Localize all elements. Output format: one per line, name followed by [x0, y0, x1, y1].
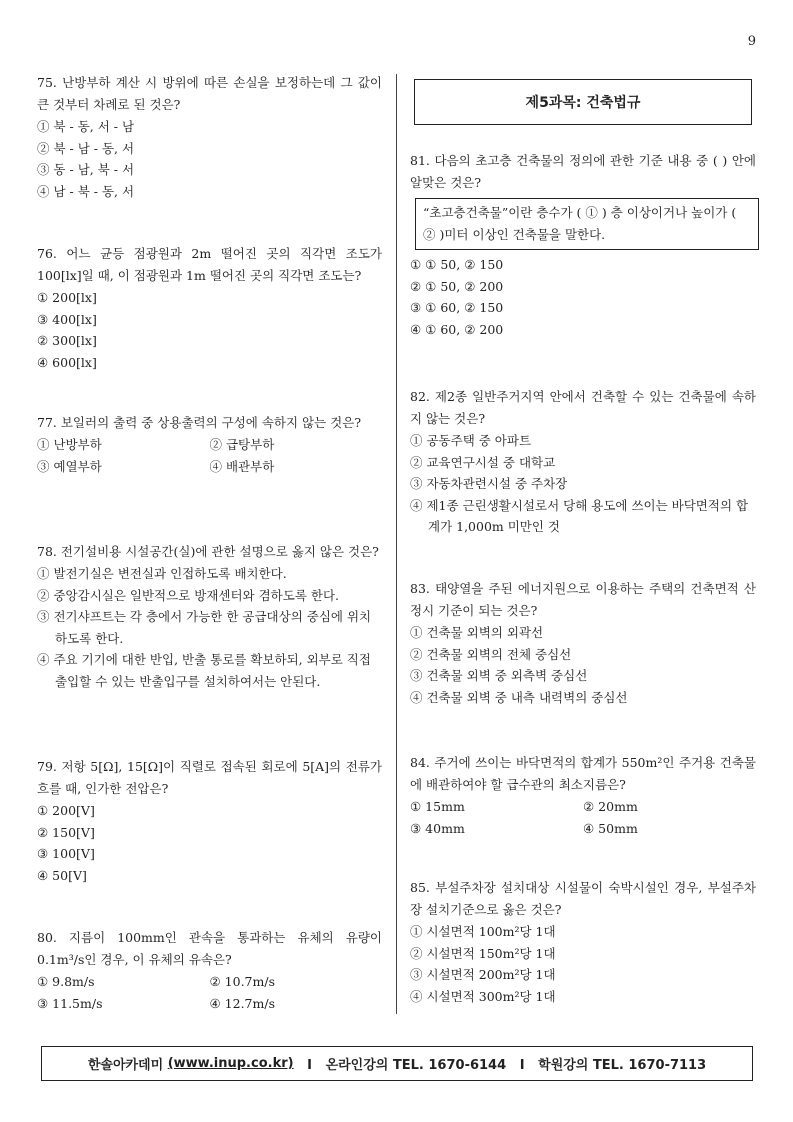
option-row [410, 796, 756, 818]
question-stem: 82. 제2종 일반주거지역 안에서 건축할 수 있는 건축물에 속하지 않는 것은? [410, 389, 756, 426]
option[interactable]: ③ 40mm [410, 820, 465, 836]
contact-info: I 온라인강의 TEL. 1670-6144 I 학원강의 TEL. 1670-7113 [293, 1058, 707, 1073]
question-80 [37, 927, 382, 1014]
question-81 [410, 150, 756, 340]
option[interactable]: ② 150[V] [37, 824, 95, 840]
option[interactable]: ④ 남 - 북 - 동, 서 [37, 183, 135, 199]
academy-name: 한솔아카데미 [87, 1058, 168, 1073]
question-stem: 75. 난방부하 계산 시 방위에 따른 손실을 보정하는데 그 값이 큰 것부터 차례로 된 것은? [37, 75, 382, 112]
option[interactable]: ③ 전기샤프트는 각 층에서 가능한 한 공급대상의 중심에 위치하도록 한다. [37, 609, 372, 646]
option[interactable]: ① 발전기실은 변전실과 인접하도록 배치한다. [37, 566, 287, 581]
question-82 [410, 386, 756, 538]
option[interactable]: ④ 50mm [583, 820, 638, 836]
option[interactable]: ④ 건축물 외벽 중 내측 내력벽의 중심선 [410, 689, 628, 705]
option[interactable]: ④ 주요 기기에 대한 반입, 반출 통로를 확보하되, 외부로 직접 출입할 수 있는 반출입구를 설치하여서는 안된다. [37, 652, 371, 689]
option[interactable]: ④ 제1종 근린생활시설로서 당해 용도에 쓰이는 바닥면적의 합계가 1,000m 미만인 것 [410, 497, 749, 534]
option[interactable]: ① 시설면적 100m²당 1대 [410, 924, 556, 939]
option[interactable]: ③ 예열부하 [37, 458, 102, 474]
question-79 [37, 756, 382, 886]
option-row [37, 456, 382, 478]
footer-banner [41, 1046, 753, 1081]
question-stem: 79. 저항 5[Ω], 15[Ω]이 직렬로 접속된 회로에 5[A]의 전류가 흐를 때, 인가한 전압은? [37, 759, 382, 796]
question-83 [410, 578, 756, 708]
option[interactable]: ④ 12.7m/s [209, 995, 275, 1011]
question-stem: 78. 전기설비용 시설공간(실)에 관한 설명으로 옳지 않은 것은? [37, 544, 379, 559]
page-number: 9 [747, 34, 756, 49]
question-stem: 76. 어느 균등 점광원과 2m 떨어진 곳의 직각면 조도가 100[lx]일 때, 이 점광원과 1m 떨어진 곳의 직각면 조도는? [37, 246, 382, 283]
option[interactable]: ① 난방부하 [37, 437, 102, 452]
option[interactable]: ② 300[lx] [37, 333, 97, 348]
option[interactable]: ① 건축물 외벽의 외곽선 [410, 625, 544, 640]
option[interactable]: ② 시설면적 150m²당 1대 [410, 945, 556, 961]
option[interactable]: ③ 400[lx] [37, 311, 97, 327]
question-stem: 83. 태양열을 주된 에너지원으로 이용하는 주택의 건축면적 산정시 기준이 되는 것은? [410, 581, 756, 618]
option[interactable]: ② 교육연구시설 중 대학교 [410, 454, 556, 470]
option[interactable]: ④ ① 60, ② 200 [410, 321, 504, 337]
option[interactable]: ② 건축물 외벽의 전체 중심선 [410, 646, 572, 662]
question-75 [37, 72, 382, 202]
option[interactable]: ① 200[V] [37, 803, 95, 818]
option[interactable]: ④ 시설면적 300m²당 1대 [410, 988, 556, 1004]
option-row [37, 971, 382, 993]
subject-title: 제5과목: 건축법규 [414, 79, 752, 125]
question-85 [410, 877, 756, 1007]
option-row [37, 434, 382, 456]
definition-box: “초고층건축물”이란 층수가 ( ① ) 층 이상이거나 높이가 ( ② )미터 이상인 건축물을 말한다. [415, 198, 759, 250]
option[interactable]: ② 20mm [583, 799, 638, 814]
option-row [37, 993, 382, 1015]
question-77 [37, 412, 382, 477]
option[interactable]: ④ 배관부하 [209, 458, 275, 474]
academy-url-link[interactable]: (www.inup.co.kr) [167, 1056, 294, 1071]
question-84 [410, 752, 756, 839]
option[interactable]: ① 9.8m/s [37, 974, 95, 989]
option[interactable]: ③ 자동차관련시설 중 주차장 [410, 476, 568, 491]
option[interactable]: ④ 600[lx] [37, 354, 97, 370]
option[interactable]: ③ 건축물 외벽 중 외측벽 중심선 [410, 668, 588, 683]
option[interactable]: ② 10.7m/s [209, 974, 275, 989]
option[interactable]: ② ① 50, ② 200 [410, 278, 504, 294]
option[interactable]: ③ 시설면적 200m²당 1대 [410, 967, 556, 982]
option[interactable]: ③ ① 60, ② 150 [410, 300, 504, 315]
option[interactable]: ② 북 - 남 - 동, 서 [37, 140, 135, 156]
option[interactable]: ③ 11.5m/s [37, 995, 103, 1011]
option[interactable]: ① ① 50, ② 150 [410, 257, 504, 272]
option[interactable]: ④ 50[V] [37, 867, 87, 883]
question-78 [37, 541, 382, 692]
option[interactable]: ② 중앙감시실은 일반적으로 방재센터와 겸하도록 한다. [37, 587, 339, 603]
question-stem: 84. 주거에 쓰이는 바닥면적의 합계가 550m²인 주거용 건축물에 배관하여야 할 급수관의 최소지름은? [410, 755, 756, 792]
question-stem: 85. 부설주차장 설치대상 시설물이 숙박시설인 경우, 부설주차장 설치기준으로 옳은 것은? [410, 880, 756, 917]
option[interactable]: ③ 100[V] [37, 846, 95, 861]
option-row [410, 818, 756, 840]
option[interactable]: ② 급탕부하 [209, 437, 275, 452]
option[interactable]: ① 200[lx] [37, 290, 97, 305]
question-stem: 77. 보일러의 출력 중 상용출력의 구성에 속하지 않는 것은? [37, 415, 362, 430]
question-stem: 81. 다음의 초고층 건축물의 정의에 관한 기준 내용 중 ( ) 안에 알맞은 것은? [410, 153, 756, 190]
option[interactable]: ① 15mm [410, 799, 465, 814]
question-stem: 80. 지름이 100mm인 관속을 통과하는 유체의 유량이 0.1m³/s인 경우, 이 유체의 유속은? [37, 930, 382, 967]
option[interactable]: ① 북 - 동, 서 - 남 [37, 119, 135, 134]
option[interactable]: ③ 동 - 남, 북 - 서 [37, 162, 135, 177]
question-76 [37, 243, 382, 373]
column-divider [396, 74, 397, 1014]
option[interactable]: ① 공동주택 중 아파트 [410, 433, 532, 448]
